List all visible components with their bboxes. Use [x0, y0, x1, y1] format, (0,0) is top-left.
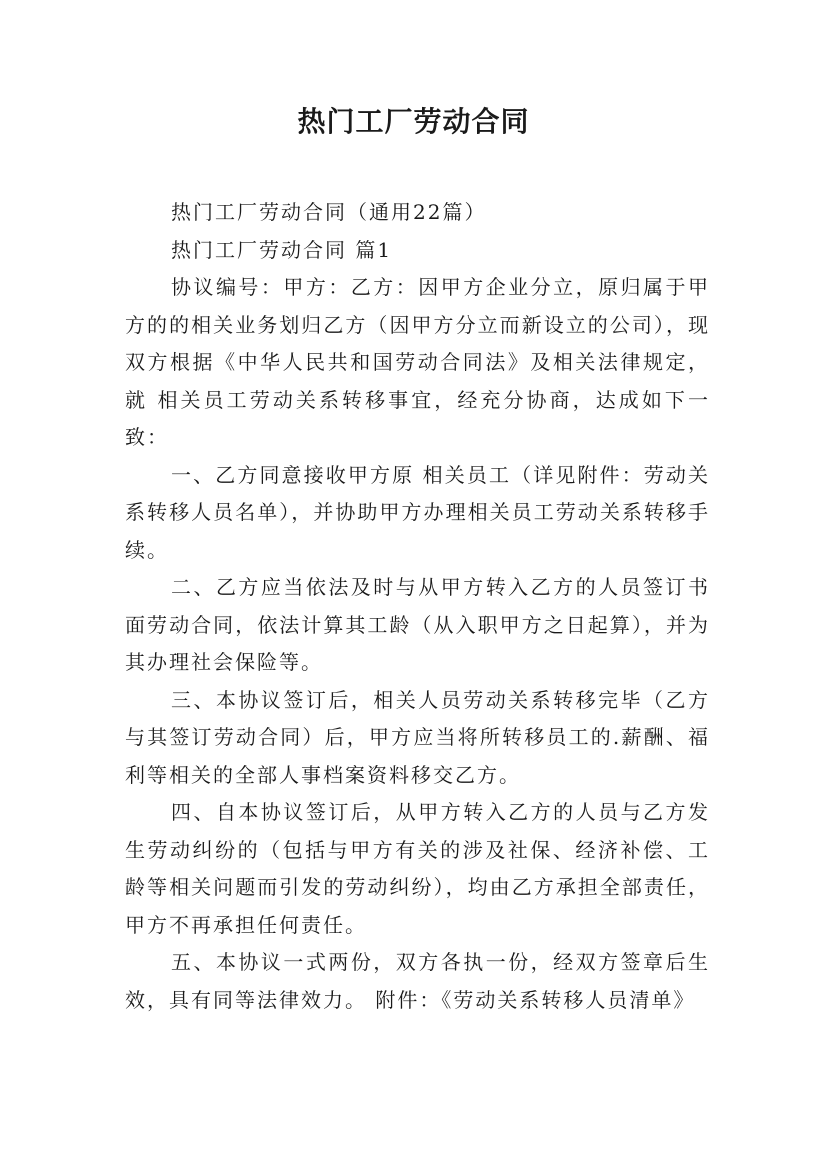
document-title: 热门工厂劳动合同: [297, 105, 530, 138]
paragraph-clause-2: 二、乙方应当依法及时与从甲方转入乙方的人员签订书面劳动合同，依法计算其工龄（从入职甲方之日起算），并为其办理社会保险等。: [125, 575, 710, 674]
paragraph-subtitle: 热门工厂劳动合同（通用22篇）: [171, 200, 487, 224]
document-body: [125, 194, 710, 1019]
paragraph-clause-5: 五、本协议一式两份，双方各执一份，经双方签章后生效，具有同等法律效力。 附件：《劳动关系转移人员清单》: [125, 950, 710, 1012]
paragraph-clause-3: 三、本协议签订后，相关人员劳动关系转移完毕（乙方与其签订劳动合同）后，甲方应当将所转移员工的.薪酬、福利等相关的全部人事档案资料移交乙方。: [125, 687, 710, 787]
paragraph-preamble: 协议编号：甲方：乙方：因甲方企业分立，原归属于甲方的的相关业务划归乙方（因甲方分立而新设立的公司），现双方根据《中华人民共和国劳动合同法》及相关法律规定，就 相关员工劳动关系转移事宜，经充分协商，达成如下一致：: [125, 275, 710, 449]
paragraph-clause-1: 一、乙方同意接收甲方原 相关员工（详见附件：劳动关系转移人员名单），并协助甲方办理相关员工劳动关系转移手续。: [125, 462, 710, 562]
paragraph-clause-4: 四、自本协议签订后，从甲方转入乙方的人员与乙方发生劳动纠纷的（包括与甲方有关的涉及社保、经济补偿、工龄等相关问题而引发的劳动纠纷），均由乙方承担全部责任，甲方不再承担任何责任。: [125, 800, 710, 937]
paragraph-section-heading: 热门工厂劳动合同 篇1: [171, 237, 393, 262]
